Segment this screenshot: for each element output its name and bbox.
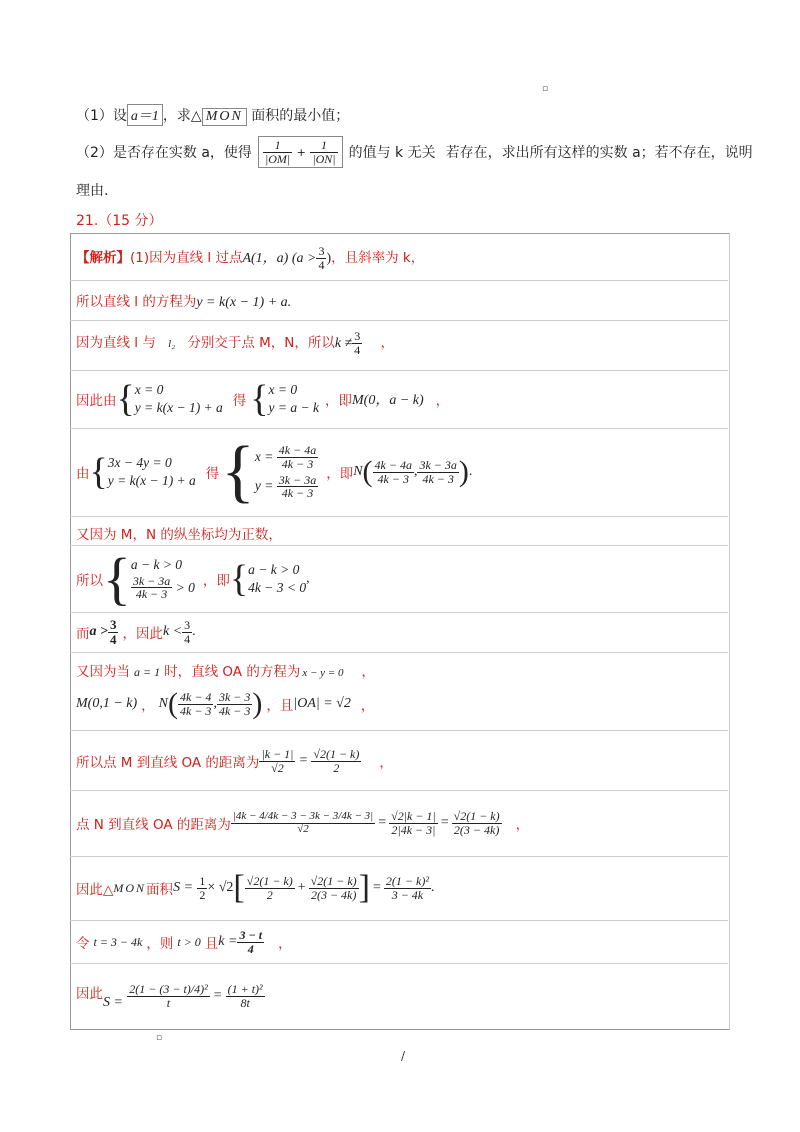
equation: > 0 bbox=[175, 579, 195, 595]
frac-den: 4k − 3 bbox=[218, 703, 251, 718]
frac-num: 3k − 3a bbox=[132, 573, 171, 588]
text: ，则 bbox=[146, 936, 174, 952]
equation: y = a − k bbox=[268, 400, 320, 415]
frac-den: 4 bbox=[109, 631, 117, 647]
text: 因此 bbox=[76, 986, 103, 1002]
math: a = 1 bbox=[134, 665, 161, 679]
row-divider bbox=[70, 856, 728, 857]
frac-num: |4k − 4/4k − 3 − 3k − 3/4k − 3| bbox=[232, 809, 374, 822]
solution-line-13: 因此△ MON 面积 S = $\frac{1}{2}$ × √2 [ $\frac{√2(1 - k)}{2}$ + $\frac{√2(1 - k)}{2(3 - 4k)}$ ] = $\frac{\text{2(1 − k)²}}{3 - 4k}$ . bbox=[76, 869, 435, 906]
plus-sign: + bbox=[296, 146, 306, 159]
math: + bbox=[297, 880, 306, 895]
math: N bbox=[158, 696, 168, 711]
equation: 3x − 4y = 0 bbox=[107, 454, 172, 470]
solution-line-12: 点 N 到直线 OA 的距离为 $\frac{|4k - 4/4k - 3 - 3k - 3/4k - 3|}{√2}$ = $\frac{√2|k - 1|}{2|4k - 3|}$ = $\frac{√2(1 - k)}{2(3 - 4k)}$ ， bbox=[76, 808, 530, 837]
frac-num: 3 − t bbox=[239, 927, 263, 942]
frac-den: 4k − 3 bbox=[180, 703, 212, 718]
equation: y = bbox=[254, 478, 274, 494]
frac-den: √2 bbox=[271, 760, 284, 775]
triangle-label: MON bbox=[113, 880, 147, 895]
frac-den: 4k − 3 bbox=[377, 471, 409, 486]
solution-line-11 bbox=[76, 738, 393, 784]
math: t > 0 bbox=[177, 934, 201, 949]
frac-den: 3 − 4k bbox=[391, 887, 424, 902]
equation: x = bbox=[254, 448, 274, 464]
text: 面积 bbox=[146, 882, 174, 898]
part1-mid: ，求△ bbox=[162, 108, 202, 124]
solution-line-15 bbox=[76, 968, 265, 1024]
frac-num: 3 bbox=[318, 244, 325, 258]
part2-suffix: 若存在，求出所有这样的实数 a；若不存在，说明 bbox=[445, 145, 753, 161]
text: 因此由 bbox=[76, 393, 117, 409]
frac-den: |OM| bbox=[264, 151, 291, 166]
solution-line-9 bbox=[76, 660, 375, 680]
solution-line-6: 又因为 M，N 的纵坐标均为正数， bbox=[76, 527, 282, 543]
math: = bbox=[299, 753, 308, 768]
paragraph-marker: ▫ bbox=[156, 1033, 163, 1043]
math: y = k(x − 1) + a. bbox=[196, 295, 292, 310]
text: 由 bbox=[76, 466, 90, 482]
text: ， bbox=[278, 936, 292, 952]
math: A(1，a) (a > bbox=[242, 251, 317, 267]
text: ，即 bbox=[326, 466, 354, 482]
frac-den: 4 bbox=[318, 257, 325, 272]
row-divider bbox=[70, 612, 728, 613]
text: ，且 bbox=[266, 698, 294, 714]
frac-num: |k − 1| bbox=[261, 746, 294, 761]
text: ，即 bbox=[325, 393, 353, 409]
expression-box bbox=[258, 136, 343, 168]
text: 令 bbox=[76, 936, 90, 952]
equation: a − k > 0 bbox=[248, 561, 300, 577]
text: 因此△ bbox=[76, 882, 114, 898]
frac-num: 4k − 4a bbox=[278, 443, 317, 458]
text: 所以点 M 到直线 OA 的距离为 bbox=[76, 755, 260, 771]
condition-box: a＝1 bbox=[127, 104, 163, 126]
frac-num: √2(1 − k) bbox=[453, 808, 500, 823]
frac-num: 1 bbox=[199, 873, 206, 888]
frac-num: (1 + t)² bbox=[227, 981, 263, 996]
row-divider bbox=[70, 516, 728, 517]
math: = bbox=[213, 988, 222, 1003]
equation: 4k − 3 < 0 bbox=[248, 580, 307, 595]
math: l₂ bbox=[168, 338, 176, 351]
frac-den: 4 bbox=[354, 342, 361, 357]
frac-num: 3 bbox=[109, 616, 117, 632]
frac-num: 4k − 4 bbox=[180, 689, 212, 704]
row-divider bbox=[70, 963, 728, 964]
equation: x = 0 bbox=[268, 381, 298, 397]
frac-den: 2 bbox=[266, 887, 273, 902]
frac-den: 2(3 − 4k) bbox=[453, 822, 500, 837]
text: (1)因为直线 l 过点 bbox=[130, 250, 243, 267]
frac-num: √2(1 − k) bbox=[310, 873, 357, 888]
frac-den: 4k − 3 bbox=[422, 471, 454, 486]
math: k = bbox=[218, 934, 238, 949]
row-divider bbox=[70, 790, 728, 791]
solution-line-4: 因此由 { x = 0 y = k(x − 1) + a 得 { x = 0 y = a − k ，即 M(0，a − k) ， bbox=[76, 378, 450, 420]
math: × √2 bbox=[207, 880, 234, 895]
frac-den: 2(3 − 4k) bbox=[310, 887, 357, 902]
math: |OA| = √2 bbox=[293, 696, 351, 711]
text: ， bbox=[379, 755, 393, 771]
text: ， bbox=[380, 335, 395, 352]
row-divider bbox=[70, 280, 728, 281]
frac-den: 2 bbox=[199, 887, 206, 902]
row-divider bbox=[70, 652, 728, 653]
math: x − y = 0 bbox=[302, 667, 344, 679]
frac-den: |ON| bbox=[312, 151, 336, 166]
math: t = 3 − 4k bbox=[93, 934, 143, 949]
analysis-tag: 【解析】 bbox=[76, 250, 130, 267]
text: ， bbox=[360, 698, 375, 714]
frac-num: 3k − 3 bbox=[218, 689, 251, 704]
answer-header: 21.（15 分） bbox=[76, 213, 163, 229]
equation: x = 0 bbox=[134, 381, 164, 397]
frac-num: √2(1 − k) bbox=[246, 873, 293, 888]
text: ，因此 bbox=[122, 626, 163, 642]
math: k < bbox=[162, 624, 183, 639]
row-divider bbox=[70, 920, 728, 921]
row-divider bbox=[70, 320, 728, 321]
text: ，即 bbox=[202, 573, 230, 589]
triangle-label: MON bbox=[202, 108, 247, 126]
equation: a − k > 0 bbox=[130, 557, 183, 573]
frac-den: 8t bbox=[240, 995, 250, 1010]
solution-line-5: 由 { 3x − 4y = 0 y = k(x − 1) + a 得 { x = $\frac{4k - 4a}{4k - 3}$ y = $\frac{3k - 3a}{4k - 3}$ ，即 N ( $\frac{4k - 4a}{4k - 3}$ , $\frac{3k - 3a}{4k - 3}$ ) . bbox=[76, 433, 473, 510]
math: a > bbox=[89, 624, 108, 639]
frac-num: 3 bbox=[354, 329, 361, 343]
frac-den: 4 bbox=[247, 941, 254, 956]
equation: y = k(x − 1) + a bbox=[134, 400, 223, 415]
text: ， bbox=[361, 664, 375, 680]
frac-den: t bbox=[166, 995, 171, 1010]
frac-num: 3k − 3a bbox=[419, 457, 457, 472]
part2-mid: 的值与 k 无关 bbox=[348, 145, 436, 161]
frac-num: √2(1 − k) bbox=[313, 746, 360, 761]
math: N bbox=[353, 464, 363, 479]
frac-num: 2(1 − k)² bbox=[385, 873, 429, 888]
text: 因为直线 l 与 bbox=[76, 335, 156, 352]
text: 所以 bbox=[76, 573, 103, 589]
math: M(0，a − k) bbox=[352, 393, 424, 408]
frac-den: 4k − 3 bbox=[135, 587, 168, 602]
frac-den: 4k − 3 bbox=[281, 456, 314, 471]
question-part-1 bbox=[76, 104, 349, 126]
text: 又因为当 bbox=[76, 664, 130, 680]
text: ， bbox=[435, 393, 450, 409]
page-number: / bbox=[401, 1049, 406, 1063]
text: 而 bbox=[76, 626, 90, 642]
solution-line-14 bbox=[76, 926, 292, 958]
frac-num: 2(1 − (3 − t)/4)² bbox=[129, 981, 208, 996]
solution-line-2 bbox=[76, 290, 291, 311]
question-part-2 bbox=[76, 130, 753, 174]
part1-prefix: （1）设 bbox=[76, 108, 127, 124]
frac-den: 2 bbox=[333, 760, 340, 775]
text: ，且斜率为 k， bbox=[331, 250, 425, 267]
text: 所以直线 l 的方程为 bbox=[76, 294, 197, 310]
part2-prefix: （2）是否存在实数 a，使得 bbox=[76, 145, 252, 161]
frac-num: √2|k − 1| bbox=[391, 808, 436, 823]
text: 且 bbox=[204, 936, 219, 952]
text: 分别交于点 M，N，所以 bbox=[187, 335, 335, 352]
row-divider bbox=[70, 428, 728, 429]
paragraph-marker: ▫ bbox=[542, 84, 549, 94]
frac-den: 4 bbox=[184, 631, 191, 646]
text: 时，直线 OA 的方程为 bbox=[164, 664, 301, 680]
text: 得 bbox=[232, 393, 247, 409]
frac-den: √2 bbox=[297, 822, 309, 835]
frac-num: 3k − 3a bbox=[278, 472, 317, 487]
math: ) bbox=[326, 251, 332, 267]
frac-num: 3 bbox=[184, 617, 191, 632]
frac-num: 1 bbox=[263, 139, 292, 153]
part1-suffix: 面积的最小值； bbox=[246, 108, 350, 124]
frac-num: 1 bbox=[310, 139, 337, 153]
math: M(0,1 − k) bbox=[76, 696, 138, 711]
row-divider bbox=[70, 730, 728, 731]
math: S = bbox=[173, 880, 194, 895]
text: 点 N 到直线 OA 的距离为 bbox=[76, 817, 231, 833]
math: k ≠ bbox=[334, 336, 353, 352]
frac-den: 4k − 3 bbox=[281, 486, 314, 501]
text: 得 bbox=[205, 466, 220, 482]
math: S = bbox=[103, 995, 123, 1010]
question-part-2-line2: 理由. bbox=[76, 183, 109, 199]
solution-line-8: 而 a > $\frac{3}{4}$ ，因此 k < $\frac{3}{4}$ . bbox=[76, 616, 196, 647]
text: ， bbox=[515, 817, 530, 833]
equation: y = k(x − 1) + a bbox=[107, 473, 196, 488]
frac-den: 2|4k − 3| bbox=[391, 822, 436, 837]
row-divider bbox=[70, 545, 728, 546]
frac-num: 4k − 4a bbox=[374, 457, 412, 472]
solution-line-1 bbox=[76, 245, 424, 271]
solution-line-10: M(0,1 − k) ， N ( $\frac{4k - 4}{4k - 3}$ , $\frac{3k - 3}{4k - 3}$ ) ，且 |OA| = √2 ， bbox=[76, 687, 375, 720]
solution-line-3 bbox=[76, 330, 394, 356]
row-divider bbox=[70, 370, 728, 371]
solution-line-7: 所以 { a − k > 0 $\frac{3k - 3a}{4k - 3}$ > 0 ，即 { a − k > 0 4k − 3 < 0 , bbox=[76, 546, 310, 611]
